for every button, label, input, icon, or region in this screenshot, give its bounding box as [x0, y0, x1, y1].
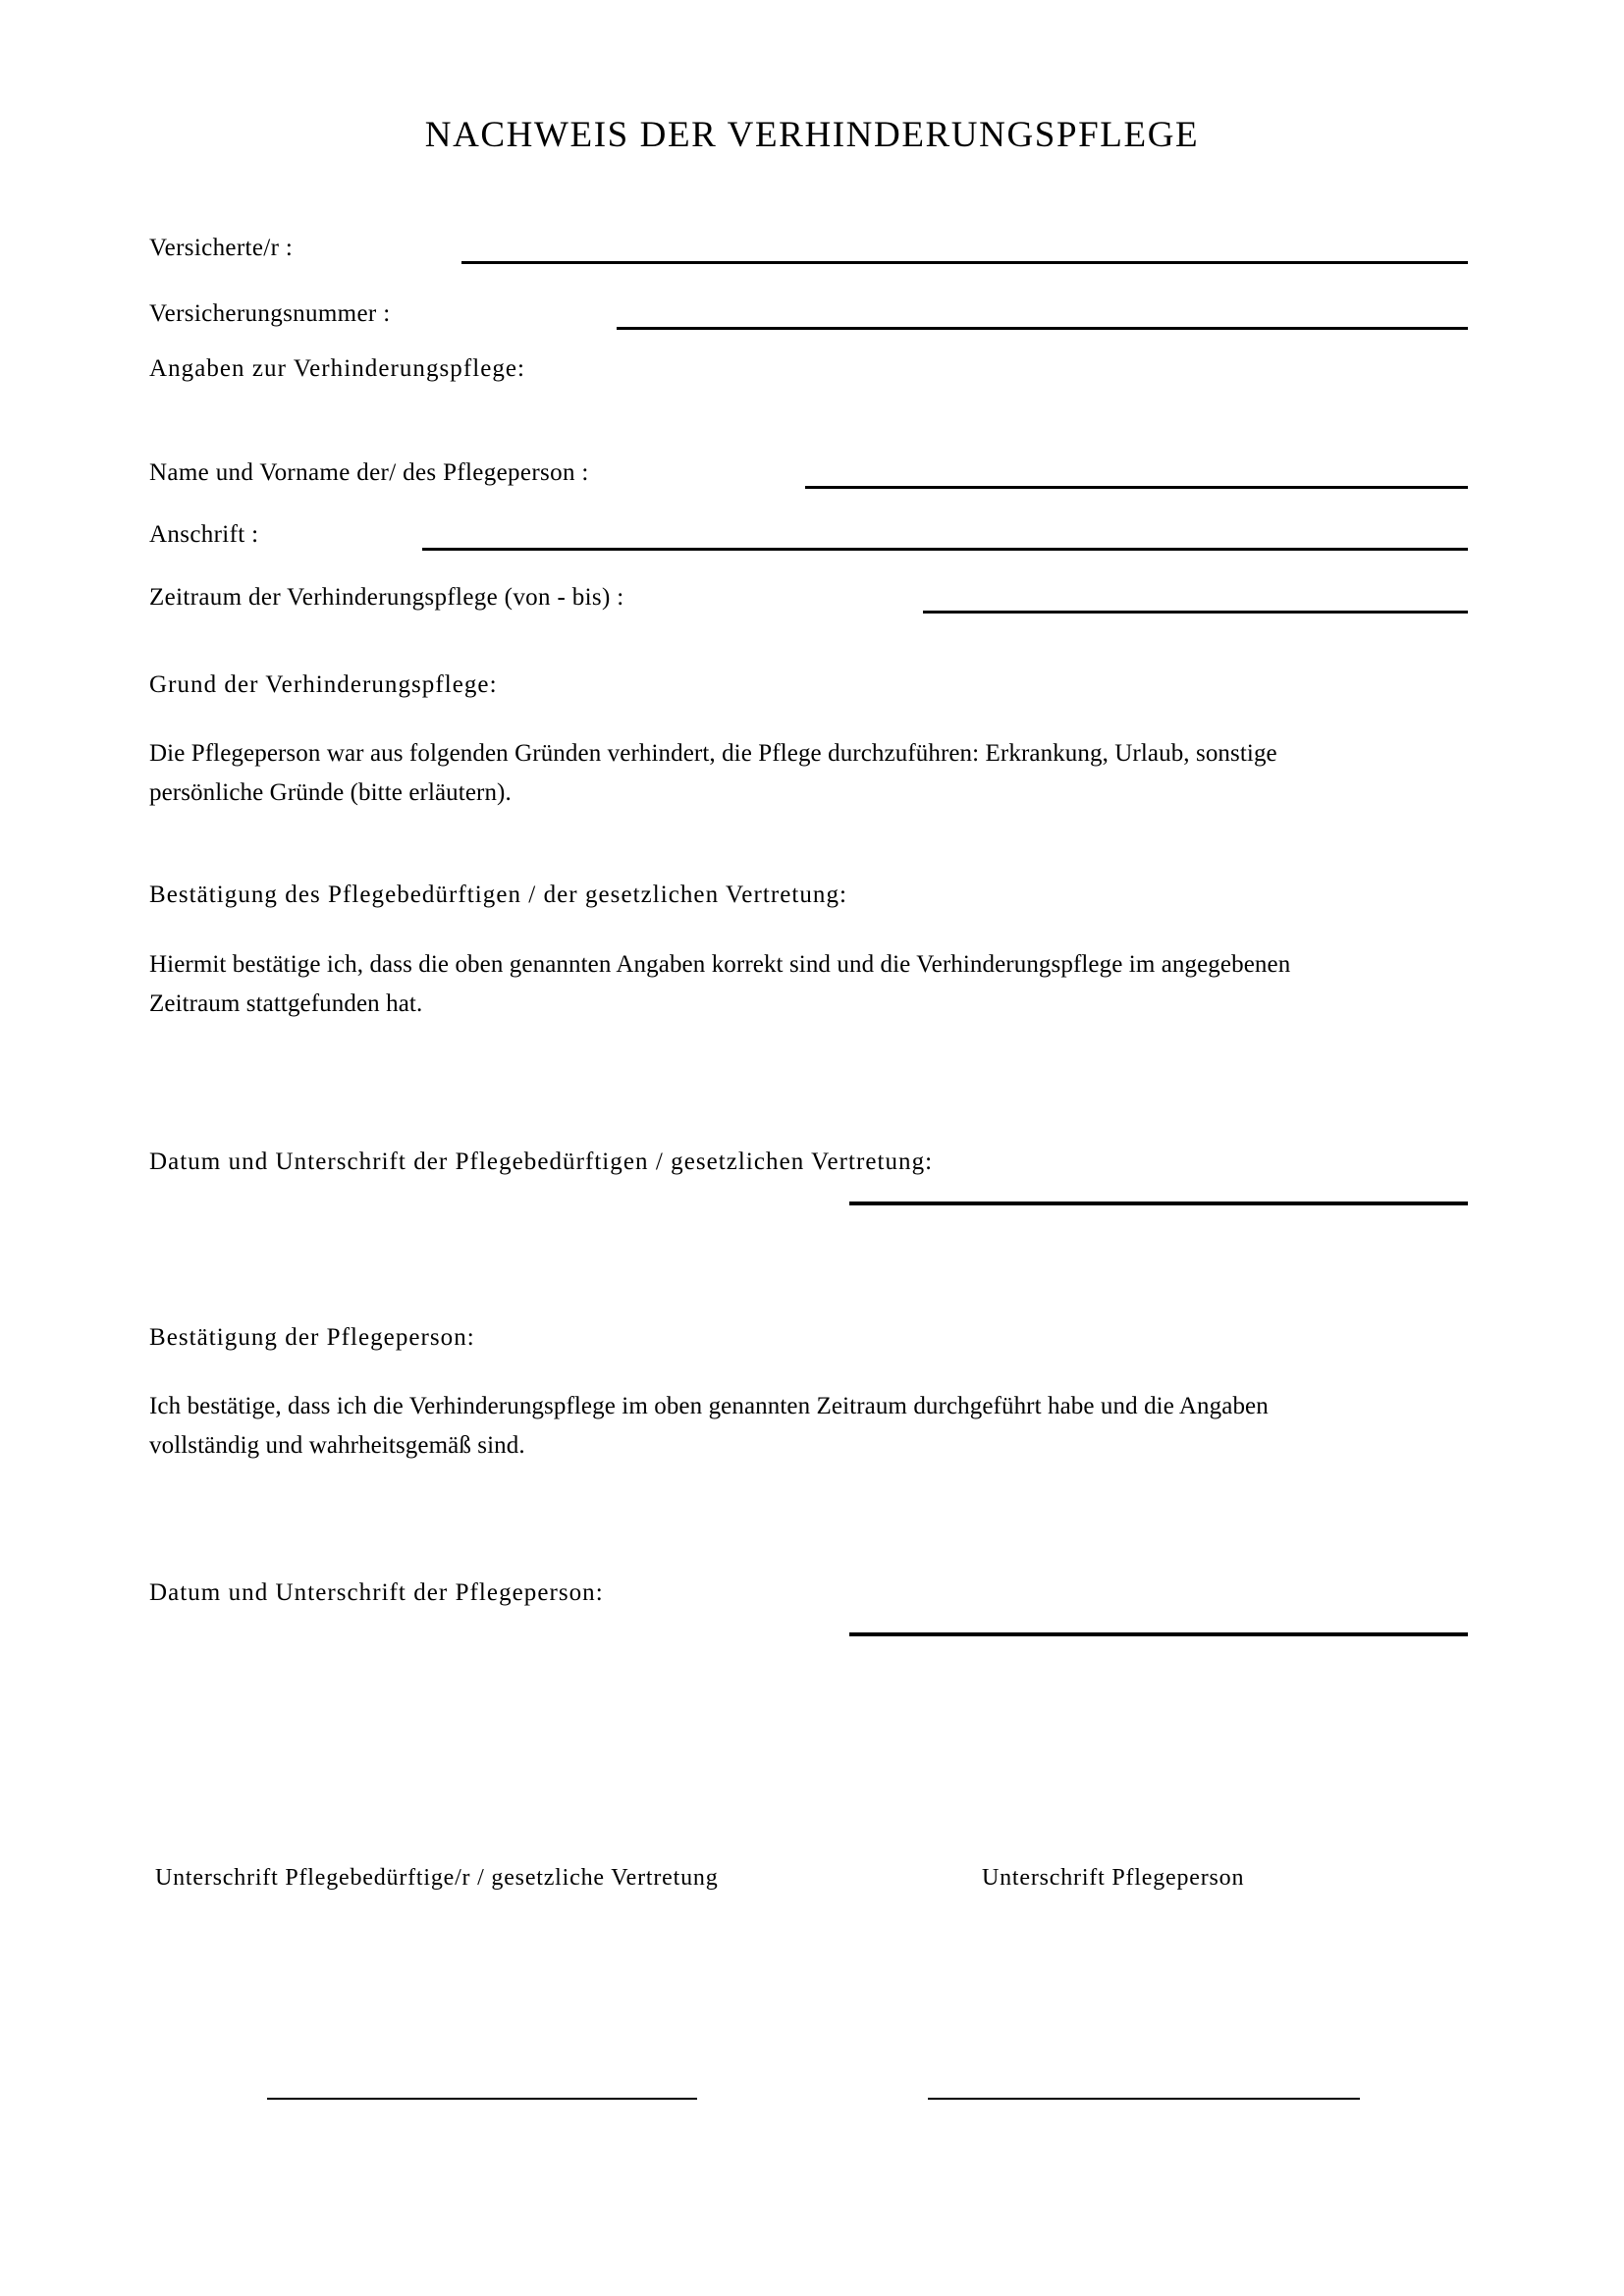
heading-care-details: Angaben zur Verhinderungspflege: [149, 355, 526, 382]
input-left-signature[interactable] [267, 2098, 697, 2100]
input-zeitraum[interactable] [923, 611, 1468, 614]
recipient-paragraph-line-1: Hiermit bestätige ich, dass die oben genannten Angaben korrekt sind und die Verhinderungspflege im angegebenen [149, 951, 1291, 978]
label-anschrift: Anschrift : [149, 521, 259, 548]
caregiver-paragraph-line-2: vollständig und wahrheitsgemäß sind. [149, 1432, 525, 1459]
page-title: NACHWEIS DER VERHINDERUNGSPFLEGE [424, 115, 1200, 155]
input-right-signature[interactable] [928, 2098, 1360, 2100]
input-caregiver-signature[interactable] [849, 1632, 1468, 1636]
heading-reason: Grund der Verhinderungspflege: [149, 671, 498, 698]
reason-paragraph-line-2: persönliche Gründe (bitte erläutern). [149, 779, 512, 806]
input-versicherte[interactable] [461, 261, 1468, 264]
label-caregiver-signature: Datum und Unterschrift der Pflegeperson: [149, 1579, 604, 1606]
caption-left-signature: Unterschrift Pflegebedürftige/r / gesetzliche Vertretung [155, 1865, 719, 1891]
input-versicherungsnummer[interactable] [617, 327, 1468, 330]
reason-paragraph-line-1: Die Pflegeperson war aus folgenden Gründen verhindert, die Pflege durchzuführen: Erkrankung, Urlaub, sonstige [149, 740, 1277, 767]
caregiver-paragraph-line-1: Ich bestätige, dass ich die Verhinderungspflege im oben genannten Zeitraum durchgeführt habe und die Angaben [149, 1393, 1269, 1419]
label-recipient-signature: Datum und Unterschrift der Pflegebedürftigen / gesetzlichen Vertretung: [149, 1148, 934, 1175]
label-versicherungsnummer: Versicherungsnummer : [149, 300, 391, 327]
recipient-paragraph-line-2: Zeitraum stattgefunden hat. [149, 990, 423, 1017]
input-anschrift[interactable] [422, 548, 1468, 551]
caption-right-signature: Unterschrift Pflegeperson [982, 1865, 1245, 1891]
heading-caregiver-confirmation: Bestätigung der Pflegeperson: [149, 1324, 475, 1351]
label-versicherte: Versicherte/r : [149, 235, 294, 261]
input-pflegeperson-name[interactable] [805, 486, 1468, 489]
label-pflegeperson-name: Name und Vorname der/ des Pflegeperson : [149, 459, 589, 486]
label-zeitraum: Zeitraum der Verhinderungspflege (von - bis) : [149, 584, 624, 611]
heading-recipient-confirmation: Bestätigung des Pflegebedürftigen / der gesetzlichen Vertretung: [149, 881, 847, 908]
input-recipient-signature[interactable] [849, 1201, 1468, 1205]
